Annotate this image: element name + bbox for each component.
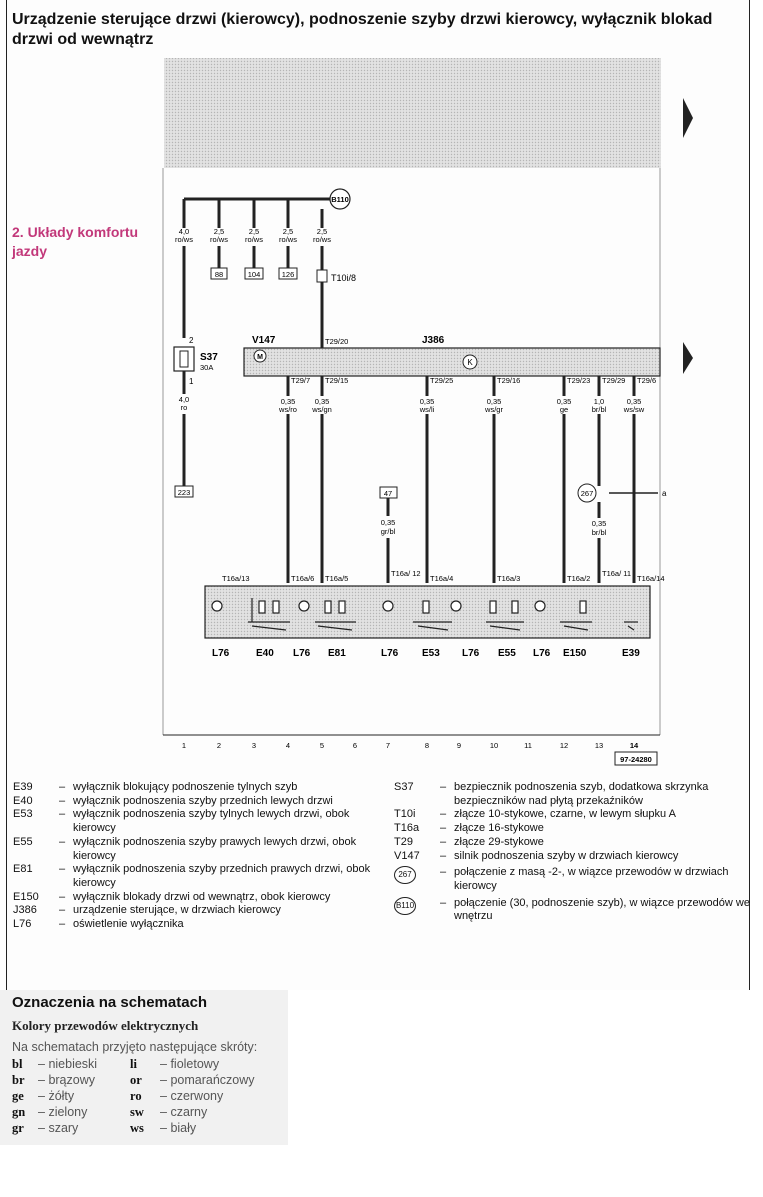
wire-color: ro/ws — [210, 235, 228, 244]
pin-label: T29/29 — [602, 376, 626, 385]
ruler-number: 10 — [489, 741, 499, 750]
wire-size: 2,5 — [282, 227, 294, 236]
ruler-numbers — [182, 741, 639, 750]
wire-size: 0,35 — [314, 397, 330, 406]
title-line-2: drzwi od wewnątrz — [12, 31, 154, 48]
drawing-number: 97-24280 — [620, 755, 652, 764]
wire-size: 2,5 — [316, 227, 328, 236]
wire-color: br/bl — [591, 528, 607, 537]
color-name: szary — [48, 1121, 79, 1135]
title-line-1: Urządzenie sterujące drzwi (kierowcy), podnoszenie szyby drzwi kierowcy, wyłącznik blokad — [12, 11, 713, 28]
wire-size: 2,5 — [213, 227, 225, 236]
continuation-arrow-top — [683, 98, 693, 138]
legend-code: T29 — [394, 835, 413, 848]
switch-label: E53 — [422, 648, 440, 659]
wire-color: ro/ws — [175, 235, 193, 244]
wire-color: gr/bl — [380, 527, 396, 536]
ref-box-104: 104 — [247, 270, 261, 279]
wire-size: 0,35 — [486, 397, 502, 406]
wire-size: 4,0 — [178, 227, 190, 236]
switch-label: L76 — [462, 648, 480, 659]
wire-color: ws/sw — [623, 405, 645, 414]
wire-size: 0,35 — [556, 397, 572, 406]
legend-text: urządzenie sterujące, w drzwiach kierowcy — [73, 904, 281, 917]
connector-t10i — [317, 270, 327, 282]
color-name: niebieski — [48, 1057, 98, 1071]
legend-item: E55 – wyłącznik podnoszenia szyby prawych lewych drzwi, obok kierowcy — [13, 836, 378, 863]
color-abbr: gn — [12, 1105, 26, 1119]
color-name: żółty — [48, 1089, 75, 1103]
wire-color: ws/gn — [312, 405, 332, 414]
ruler-number: 4 — [285, 741, 291, 750]
connector-t10i-label: T10i/8 — [331, 273, 357, 283]
ruler-number: 7 — [385, 741, 391, 750]
switch-label: L76 — [293, 648, 311, 659]
upper-component-panel — [164, 58, 661, 168]
wire-size: 0,35 — [626, 397, 642, 406]
legend-item: S37 – bezpiecznik podnoszenia szyb, dodatkowa skrzynka bezpieczników nad płytą przekaźników — [394, 781, 756, 808]
color-abbr: ro — [130, 1089, 142, 1103]
legend-code: E81 — [13, 863, 33, 876]
wire-color: ro/ws — [279, 235, 297, 244]
ruler-number: 11 — [524, 741, 532, 750]
pin-label: T29/7 — [291, 376, 311, 385]
wire-size: 0,35 — [591, 519, 607, 528]
pin-label: T29/6 — [637, 376, 657, 385]
color-name: czarny — [170, 1105, 208, 1119]
pin-label: T29/16 — [497, 376, 521, 385]
legend-item: E39 – wyłącznik blokujący podnoszenie tylnych szyb — [13, 781, 378, 795]
legend-text: oświetlenie wyłącznika — [73, 918, 184, 931]
switch-label: E40 — [256, 648, 274, 659]
section-title: 2. Układy komfortu jazdy — [12, 224, 139, 259]
ref-boxes-top — [211, 268, 297, 279]
wire-color: ro/ws — [313, 235, 331, 244]
color-key-subheading: Kolory przewodów elektrycznych — [12, 1018, 199, 1033]
ruler-number: 14 — [629, 741, 639, 750]
fuse-wire-size: 4,0 — [178, 395, 190, 404]
t16a-pin: T16a/6 — [291, 574, 315, 583]
legend-code: B110 — [394, 897, 416, 915]
legend-text: wyłącznik podnoszenia szyby tylnych lewych drzwi, obok kierowcy — [73, 808, 350, 835]
legend-item: E53 – wyłącznik podnoszenia szyby tylnych lewych drzwi, obok kierowcy — [13, 808, 378, 835]
color-abbr: ws — [130, 1121, 144, 1135]
motor-label: V147 — [252, 335, 276, 346]
legend-text: bezpiecznik podnoszenia szyb, dodatkowa skrzynka bezpieczników nad płytą przekaźników — [454, 781, 709, 807]
wire-size: 0,35 — [280, 397, 296, 406]
switch-label: L76 — [381, 648, 399, 659]
color-name: fioletowy — [170, 1057, 220, 1071]
wire-color-key — [0, 990, 288, 1145]
wire-color: ws/li — [419, 405, 435, 414]
color-name: pomarańczowy — [170, 1073, 255, 1087]
branch-a-label: a — [662, 489, 667, 498]
switch-label: E150 — [563, 648, 587, 659]
legend-item: L76 – oświetlenie wyłącznika — [13, 918, 378, 932]
color-abbr: li — [130, 1057, 137, 1071]
color-name: czerwony — [170, 1089, 224, 1103]
t16a-pin: T16a/2 — [567, 574, 591, 583]
legend-left — [13, 781, 378, 932]
switch-label: L76 — [533, 648, 551, 659]
legend-code: L76 — [13, 918, 32, 931]
ref-box-47: 47 — [383, 489, 393, 498]
legend-code: E39 — [13, 781, 33, 793]
legend-text: wyłącznik podnoszenia szyby prawych lewych drzwi, obok kierowcy — [73, 835, 357, 862]
color-key-intro: Na schematach przyjęto następujące skróty: — [12, 1040, 258, 1054]
legend-code: E55 — [13, 835, 33, 848]
t16a-pin: T16a/4 — [430, 574, 454, 583]
fuse-wire-color: ro — [180, 403, 188, 412]
legend-item: J386 – urządzenie sterujące, w drzwiach kierowcy — [13, 904, 378, 918]
t16a-pin: T16a/ 12 — [391, 569, 421, 578]
t16a-pin: T16a/5 — [325, 574, 349, 583]
fuse-pin-top: 2 — [189, 336, 194, 345]
pin-label: T29/25 — [430, 376, 454, 385]
color-key-heading: Oznaczenia na schematach — [12, 994, 208, 1011]
switch-label: E55 — [498, 648, 516, 659]
ruler-number: 6 — [352, 741, 358, 750]
wire-size: 1,0 — [593, 397, 605, 406]
wire-color: ws/ro — [279, 405, 297, 414]
color-abbr: or — [130, 1073, 142, 1087]
b110-label: B110 — [331, 195, 349, 204]
ruler-number: 8 — [424, 741, 430, 750]
wire-color: ws/gr — [485, 405, 503, 414]
legend-text: wyłącznik podnoszenia szyby przednich lewych drzwi — [73, 794, 333, 807]
legend-item: T29 – złącze 29-stykowe — [394, 836, 756, 850]
pin-label: T29/23 — [567, 376, 591, 385]
ruler-number: 2 — [216, 741, 222, 750]
legend-text: wyłącznik blokady drzwi od wewnątrz, obok kierowcy — [73, 890, 331, 903]
legend-item: T16a – złącze 16-stykowe — [394, 822, 756, 836]
legend-item: 267 – połączenie z masą -2-, w wiązce przewodów w drzwiach kierowcy — [394, 866, 756, 893]
ruler-number: 9 — [456, 741, 462, 750]
legend-item: E40 – wyłącznik podnoszenia szyby przednich lewych drzwi — [13, 795, 378, 809]
switch-labels — [212, 648, 640, 659]
wire-color: br/bl — [591, 405, 607, 414]
wire-size: 0,35 — [380, 518, 396, 527]
legend-right — [394, 781, 756, 924]
ref-box-88: 88 — [214, 270, 224, 279]
legend-code: S37 — [394, 781, 414, 793]
legend-item: E81 – wyłącznik podnoszenia szyby przednich prawych drzwi, obok kierowcy — [13, 863, 378, 890]
t16a-pin: T16a/13 — [222, 574, 250, 583]
color-key-grid: bl – niebieski li – fioletowy br – brązowy or – pomarańczowy ge – żółty ro – czerwony gn – zielony sw – czarny gr – szary ws – biały — [12, 1057, 255, 1135]
t16a-pin: T16a/ 11 — [602, 569, 632, 578]
color-abbr: gr — [12, 1121, 24, 1135]
pin-t29-20: T29/20 — [325, 337, 349, 346]
fuse-pin-bottom: 1 — [189, 377, 194, 386]
legend-text: silnik podnoszenia szyby w drzwiach kierowcy — [454, 849, 679, 862]
ref-box-126: 126 — [281, 270, 295, 279]
legend-item: E150 – wyłącznik blokady drzwi od wewnątrz, obok kierowcy — [13, 891, 378, 905]
wire-size: 2,5 — [248, 227, 260, 236]
legend-text: wyłącznik blokujący podnoszenie tylnych szyb — [73, 781, 298, 793]
ruler-number: 1 — [181, 741, 187, 750]
top-wire-labels — [175, 227, 331, 244]
control-unit-j386 — [244, 348, 660, 376]
legend-code: J386 — [13, 904, 37, 917]
t16a-pin: T16a/14 — [637, 574, 665, 583]
legend-text: wyłącznik podnoszenia szyby przednich prawych drzwi, obok kierowcy — [73, 863, 371, 889]
legend-code: E40 — [13, 794, 33, 807]
wire-color: ro/ws — [245, 235, 263, 244]
ruler-number: 12 — [559, 741, 569, 750]
legend-text: złącze 29-stykowe — [454, 835, 544, 848]
legend-code: E150 — [13, 890, 39, 903]
legend-text: połączenie (30, podnoszenie szyb), w wiązce przewodów we wnętrzu — [454, 896, 750, 923]
legend-item: V147 – silnik podnoszenia szyby w drzwiach kierowcy — [394, 850, 756, 864]
color-abbr: br — [12, 1073, 25, 1087]
ruler-number: 5 — [319, 741, 325, 750]
legend-text: połączenie z masą -2-, w wiązce przewodów w drzwiach kierowcy — [454, 866, 729, 892]
pin-label: T29/15 — [325, 376, 349, 385]
fuse-rating: 30A — [200, 363, 214, 372]
ref-box-223: 223 — [177, 488, 191, 497]
switch-label: E81 — [328, 648, 346, 659]
color-abbr: bl — [12, 1057, 23, 1071]
unit-label: J386 — [422, 335, 445, 346]
legend-code: T16a — [394, 822, 420, 835]
electronic-unit-symbol: K — [467, 358, 473, 367]
color-abbr: ge — [12, 1089, 24, 1103]
continuation-arrow-mid — [683, 342, 693, 374]
t16a-pin: T16a/3 — [497, 574, 521, 583]
legend-code: E53 — [13, 808, 33, 821]
color-abbr: sw — [130, 1105, 144, 1119]
ruler-number: 3 — [251, 741, 257, 750]
legend-text: złącze 16-stykowe — [454, 822, 544, 835]
color-name: biały — [170, 1121, 197, 1135]
switch-label: E39 — [622, 648, 640, 659]
ruler-number: 13 — [594, 741, 604, 750]
legend-code: V147 — [394, 849, 420, 862]
legend-code: 267 — [394, 866, 416, 884]
ground-267-label: 267 — [580, 489, 594, 498]
legend-item: T10i – złącze 10-stykowe, czarne, w lewym słupku A — [394, 808, 756, 822]
motor-symbol: M — [257, 354, 263, 361]
fuse-name: S37 — [200, 352, 218, 363]
switch-label: L76 — [212, 648, 230, 659]
wire-color: ge — [559, 405, 569, 414]
color-name: brązowy — [48, 1073, 95, 1087]
wire-size: 0,35 — [419, 397, 435, 406]
legend-code: T10i — [394, 808, 416, 821]
fuse-s37 — [174, 336, 218, 497]
legend-item: B110 – połączenie (30, podnoszenie szyb), w wiązce przewodów we wnętrzu — [394, 897, 756, 924]
color-name: zielony — [48, 1105, 88, 1119]
legend-text: złącze 10-stykowe, czarne, w lewym słupku A — [454, 808, 676, 821]
